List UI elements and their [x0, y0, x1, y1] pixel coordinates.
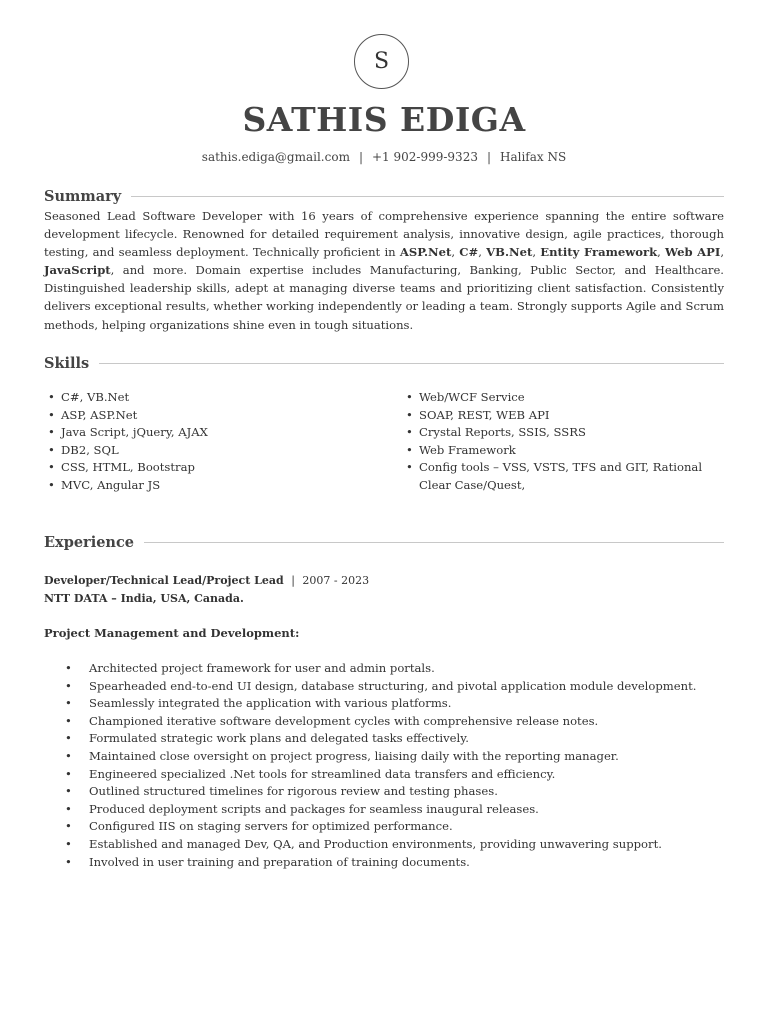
- skills-section-header: [44, 355, 724, 372]
- experience-item: • Formulated strategic work plans and delegated tasks effectively.: [62, 730, 732, 748]
- contact-phone: +1 902-999-9323: [372, 150, 478, 164]
- summary-text: Seasoned Lead Software Developer with 16 years of comprehensive experience spanning the entire software development lifecycle. Renowned for detailed requirement analysis, innovative design, agile practices, thorough testing, and seamless deployment. Technically proficient in: [44, 209, 724, 260]
- summary-comma: ,: [720, 245, 724, 260]
- summary-keyword: JavaScript: [44, 263, 111, 278]
- summary-section-header: [44, 188, 724, 205]
- skill-item: • Web/WCF Service: [402, 389, 722, 407]
- summary-comma: ,: [478, 245, 487, 260]
- job-title: Developer/Technical Lead/Project Lead: [44, 574, 284, 587]
- skill-item: • C#, VB.Net: [44, 389, 364, 407]
- skill-item: • MVC, Angular JS: [44, 477, 364, 495]
- candidate-name: SATHIS EDIGA: [242, 100, 526, 139]
- skills-list-left: [44, 389, 364, 494]
- summary-keyword: C#: [459, 245, 479, 260]
- experience-divider: [144, 542, 724, 543]
- job-title-line: [44, 572, 369, 590]
- contact-separator: |: [358, 150, 363, 164]
- skill-item: • DB2, SQL: [44, 442, 364, 460]
- experience-item: • Architected project framework for user and admin portals.: [62, 660, 732, 678]
- skill-item: • SOAP, REST, WEB API: [402, 407, 722, 425]
- experience-item: • Involved in user training and preparation of training documents.: [62, 854, 732, 872]
- summary-divider: [131, 196, 724, 197]
- job-entry: [44, 572, 369, 608]
- monogram-badge: [354, 34, 409, 89]
- skills-heading: Skills: [44, 355, 90, 372]
- summary-keyword: ASP.Net: [399, 245, 452, 260]
- skill-item: • Crystal Reports, SSIS, SSRS: [402, 424, 722, 442]
- experience-section-header: [44, 534, 724, 551]
- summary-comma: ,: [657, 245, 666, 260]
- experience-bullets: [62, 660, 732, 871]
- job-company: NTT DATA – India, USA, Canada.: [44, 592, 244, 605]
- skill-item: • ASP, ASP.Net: [44, 407, 364, 425]
- skill-item: • Config tools – VSS, VSTS, TFS and GIT, Rational Clear Case/Quest,: [402, 459, 722, 494]
- summary-keyword: Entity Framework: [540, 245, 658, 260]
- skill-item: • Java Script, jQuery, AJAX: [44, 424, 364, 442]
- summary-comma: ,: [532, 245, 541, 260]
- skill-item: • CSS, HTML, Bootstrap: [44, 459, 364, 477]
- skill-item: • Web Framework: [402, 442, 722, 460]
- skills-list-right: [402, 389, 722, 494]
- contact-separator: |: [486, 150, 492, 164]
- summary-paragraph: [44, 207, 724, 334]
- monogram-letter: S: [373, 49, 390, 74]
- summary-text: , and more. Domain expertise includes Manufacturing, Banking, Public Sector, and Healthcare. Distinguished leadership skills, adept at managing diverse teams and prioritizing client satisfaction. Consistently delivers exceptional results, whether working independently or leading a team. Strongly supports Agile and Scrum methods, helping organizations shine even in tough situations.: [44, 263, 724, 332]
- experience-item: • Maintained close oversight on project progress, liaising daily with the reporting manager.: [62, 748, 732, 766]
- experience-item: • Produced deployment scripts and packages for seamless inaugural releases.: [62, 801, 732, 819]
- experience-item: • Seamlessly integrated the application with various platforms.: [62, 695, 732, 713]
- experience-heading: Experience: [44, 534, 135, 551]
- summary-heading: Summary: [44, 188, 122, 205]
- experience-item: • Outlined structured timelines for rigorous review and testing phases.: [62, 783, 732, 801]
- experience-item: • Engineered specialized .Net tools for streamlined data transfers and efficiency.: [62, 766, 732, 784]
- experience-item: • Championed iterative software development cycles with comprehensive release notes.: [62, 713, 732, 731]
- contact-email: sathis.ediga@gmail.com: [201, 150, 350, 164]
- summary-comma: ,: [451, 245, 460, 260]
- experience-item: • Configured IIS on staging servers for optimized performance.: [62, 818, 732, 836]
- skills-divider: [99, 363, 724, 364]
- job-years: 2007 - 2023: [302, 574, 370, 587]
- experience-item: • Established and managed Dev, QA, and Production environments, providing unwavering support.: [62, 836, 732, 854]
- summary-keyword: VB.Net: [486, 245, 533, 260]
- summary-keyword: Web API: [665, 245, 721, 260]
- experience-subheading: Project Management and Development:: [44, 626, 300, 640]
- contact-line: [0, 150, 768, 164]
- experience-item: • Spearheaded end-to-end UI design, database structuring, and pivotal application module development.: [62, 678, 732, 696]
- contact-location: Halifax NS: [500, 150, 567, 164]
- job-separator: |: [291, 574, 295, 587]
